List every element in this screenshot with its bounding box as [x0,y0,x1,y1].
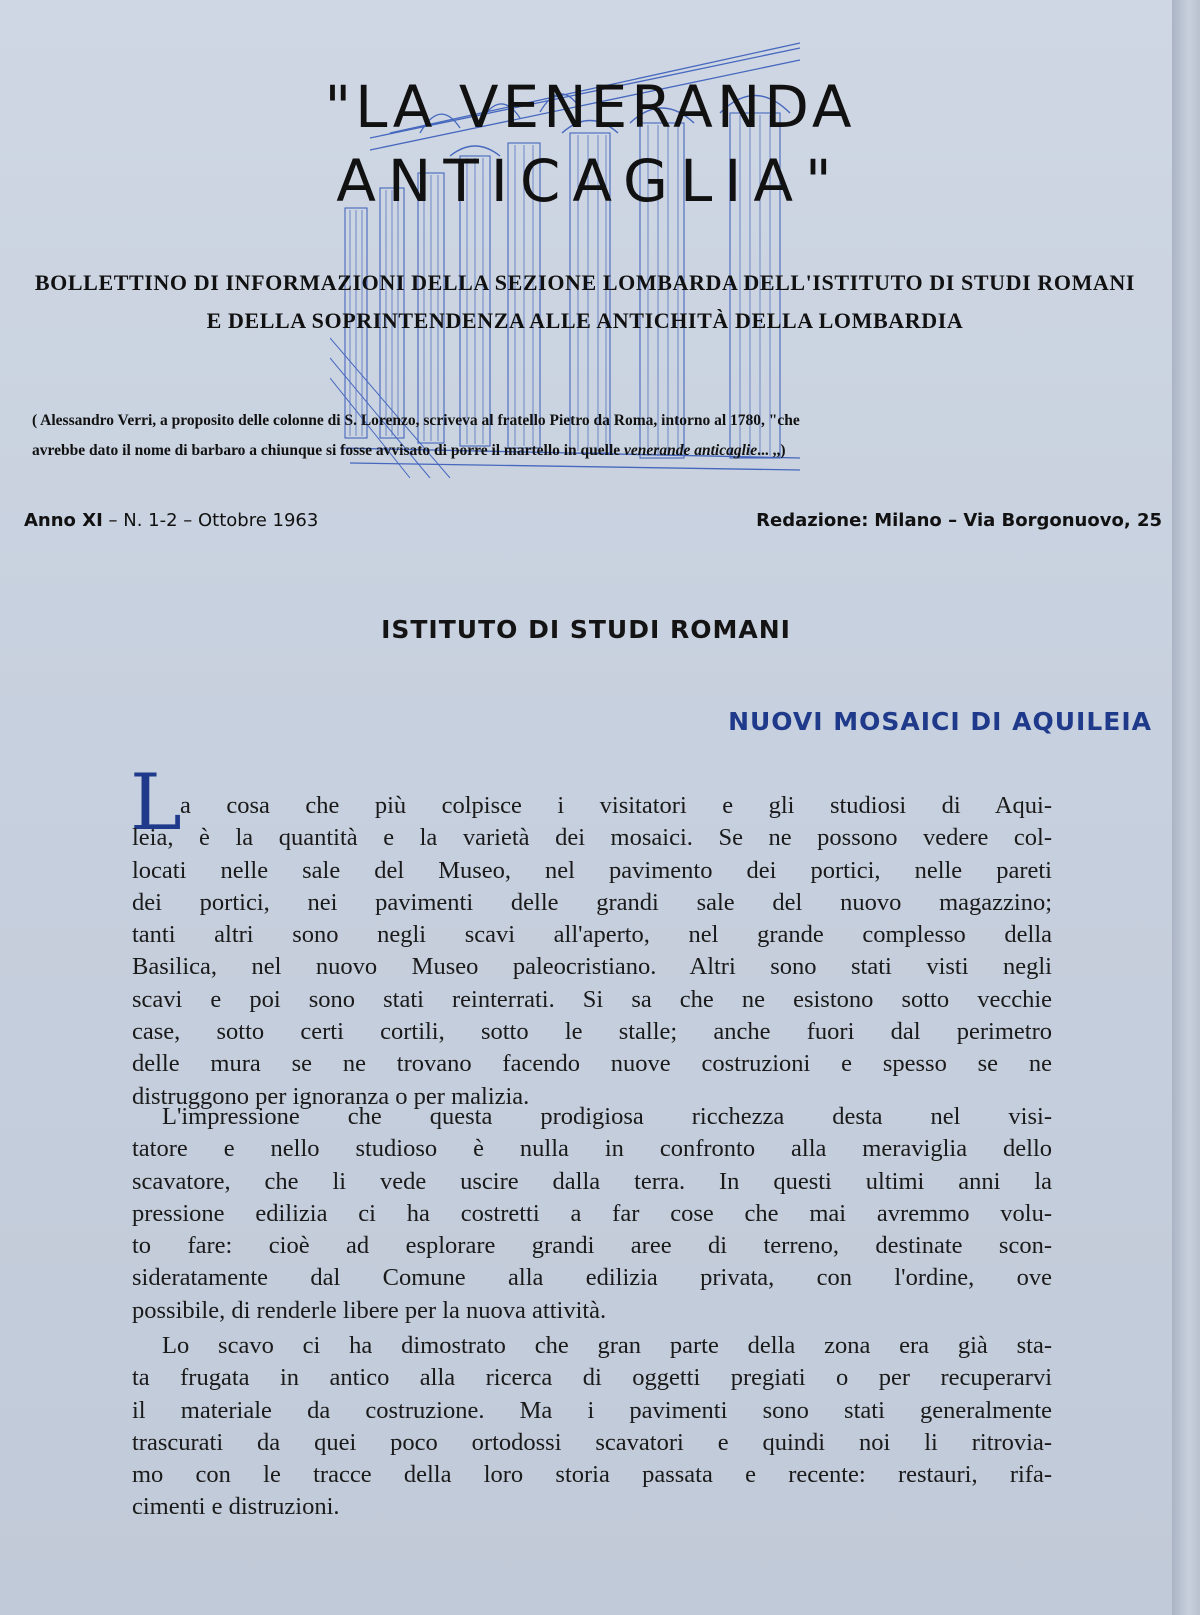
masthead-title-line2: ANTICAGLIA" [336,147,844,215]
masthead-subtitle-line2: E DELLA SOPRINTENDENZA ALLE ANTICHITÀ DELLA LOMBARDIA [206,308,964,333]
text-line: possibile, di renderle libere per la nuova attività. [132,1296,607,1324]
editorial-label: Redazione: [756,510,869,531]
article-paragraph-2 [132,1101,1052,1327]
text-line: leia, è la quantità e la varietà dei mosaici. Se ne possono vedere col- [132,824,1052,852]
text-line: il materiale da costruzione. Ma i pavimenti sono stati generalmente [132,1396,1052,1424]
verri-quote-line2 [32,443,1152,459]
text-line: Lo scavo ci ha dimostrato che gran parte della zona era già sta- [162,1332,1052,1359]
article-paragraph-1 [132,790,1052,1113]
text-line: scavi e poi sono stati reinterrati. Si sa che ne esistono sotto vecchie [132,985,1052,1013]
text-line: locati nelle sale del Museo, nel pavimento dei portici, nelle pareti [132,856,1052,884]
verri-quote-text: avrebbe dato il nome di barbaro a chiunque si fosse avvisato di porre il martello in quelle [32,442,621,459]
verri-quote-end: ... ,,) [757,442,786,459]
issue-number-date: – N. 1-2 – Ottobre 1963 [108,510,319,531]
text-line: delle mura se ne trovano facendo nuove costruzioni e spesso se ne [132,1050,1052,1078]
text-line: dei portici, nei pavimenti delle grandi sale del nuovo magazzino; [132,888,1052,916]
text-line: sideratamente dal Comune alla edilizia privata, con l'ordine, ove [132,1264,1052,1292]
text-line: distruggono per ignoranza o per malizia. [132,1082,530,1110]
section-heading: ISTITUTO DI STUDI ROMANI [381,615,791,644]
text-line: ta frugata in antico alla ricerca di oggetti pregiati o per recuperarvi [132,1364,1052,1392]
article-paragraph-3 [132,1330,1052,1524]
issue-year: Anno XI [24,510,103,531]
masthead-subtitle-line1: BOLLETTINO DI INFORMAZIONI DELLA SEZIONE LOMBARDA DELL'ISTITUTO DI STUDI ROMANI [34,270,1136,295]
text-line: to fare: cioè ad esplorare grandi aree di terreno, destinate scon- [132,1232,1052,1260]
text-line: mo con le tracce della loro storia passata e recente: restauri, rifa- [132,1461,1052,1489]
masthead-title-line1: "LA VENERANDA [324,73,856,141]
page-edge [1172,0,1200,1615]
editorial-address: Milano – Via Borgonuovo, 25 [874,510,1162,531]
text-line: pressione edilizia ci ha costretti a far cose che mai avremmo volu- [132,1199,1052,1227]
issue-info [24,512,318,530]
text-line: L'impressione che questa prodigiosa ricchezza desta nel visi- [162,1103,1052,1130]
text-line: a cosa che più colpisce i visitatori e gli studiosi di Aqui- [180,792,1052,819]
verri-quote-italic: venerande anticaglie [624,442,758,459]
text-line: scavatore, che li vede uscire dalla terra. In questi ultimi anni la [132,1167,1052,1195]
drop-cap: L [130,758,182,848]
text-line: tanti altri sono negli scavi all'aperto, nel grande complesso della [132,921,1052,949]
text-line: trascurati da quei poco ortodossi scavatori e quindi noi li ritrovia- [132,1428,1052,1456]
article-title: NUOVI MOSAICI DI AQUILEIA [728,707,1152,736]
verri-quote-line1: ( Alessandro Verri, a proposito delle colonne di S. Lorenzo, scriveva al fratello Pietro da Roma, intorno al 1780, "che [32,412,800,429]
text-line: tatore e nello studioso è nulla in confronto alla meraviglia dello [132,1135,1052,1163]
text-line: cimenti e distruzioni. [132,1493,340,1521]
text-line: case, sotto certi cortili, sotto le stalle; anche fuori dal perimetro [132,1018,1052,1046]
text-line: Basilica, nel nuovo Museo paleocristiano. Altri sono stati visti negli [132,953,1052,981]
editorial-office [756,512,1162,530]
